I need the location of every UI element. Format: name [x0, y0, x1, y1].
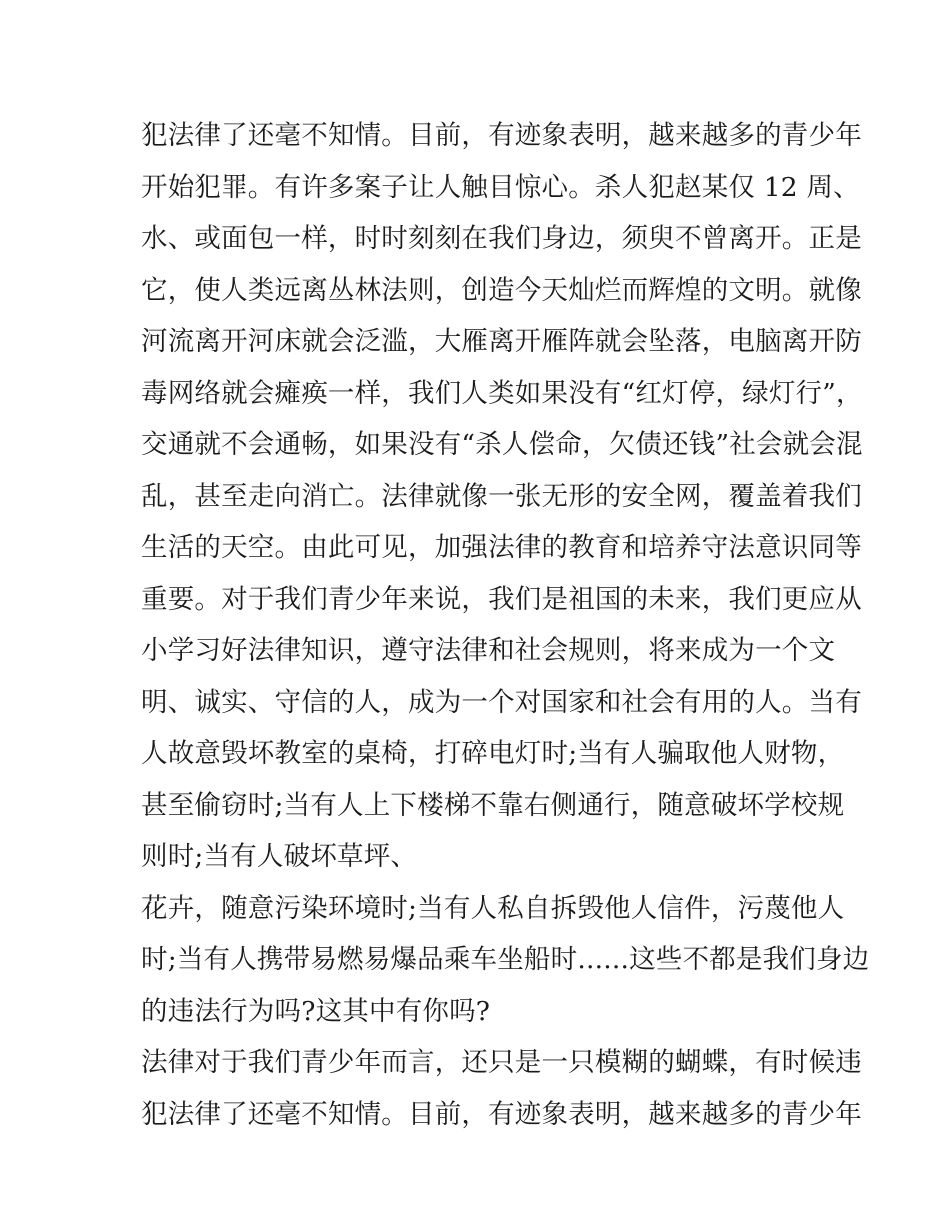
text-line: 的违法行为吗?这其中有你吗? — [141, 995, 491, 1027]
text-line: 它，使人类远离丛林法则，创造今天灿烂而辉煌的文明。就像 — [141, 274, 862, 306]
text-line: 犯法律了还毫不知情。目前，有迹象表明，越来越多的青少年 — [141, 1098, 862, 1130]
text-line: 乱，甚至走向消亡。法律就像一张无形的安全网，覆盖着我们 — [141, 480, 862, 512]
text-line: 小学习好法律知识，遵守法律和社会规则，将来成为一个文 — [141, 635, 836, 666]
text-line: 交通就不会通畅，如果没有“杀人偿命，欠债还钱”社会就会混 — [141, 429, 863, 460]
text-line: 开始犯罪。有许多案子让人触目惊心。杀人犯赵某仅 12 周、 — [141, 171, 860, 203]
body-text — [141, 110, 870, 1140]
text-line: 生活的天空。由此可见，加强法律的教育和培养守法意识同等 — [141, 532, 862, 563]
text-line: 明、诚实、守信的人，成为一个对国家和社会有用的人。当有 — [141, 686, 862, 718]
text-line: 水、或面包一样，时时刻刻在我们身边，须臾不曾离开。正是 — [141, 223, 862, 254]
text-line: 甚至偷窃时;当有人上下楼梯不靠右侧通行，随意破坏学校规 — [141, 789, 845, 821]
text-line: 则时;当有人破坏草坪、 — [141, 841, 418, 872]
text-line: 人故意毁坏教室的桌椅，打碎电灯时;当有人骗取他人财物， — [141, 738, 845, 769]
text-line: 花卉，随意污染环境时;当有人私自拆毁他人信件，污蔑他人 — [141, 892, 845, 924]
text-line: 毒网络就会瘫痪一样，我们人类如果没有“红灯停，绿灯行”， — [141, 377, 863, 409]
text-line: 重要。对于我们青少年来说，我们是祖国的未来，我们更应从 — [141, 583, 862, 615]
text-line: 法律对于我们青少年而言，还只是一只模糊的蝴蝶，有时候违 — [141, 1047, 862, 1078]
text-line: 河流离开河床就会泛滥，大雁离开雁阵就会坠落，电脑离开防 — [141, 326, 862, 357]
text-line: 时;当有人携带易燃易爆品乘车坐船时......这些不都是我们身边 — [141, 944, 870, 975]
text-line: 犯法律了还毫不知情。目前，有迹象表明，越来越多的青少年 — [141, 120, 862, 151]
